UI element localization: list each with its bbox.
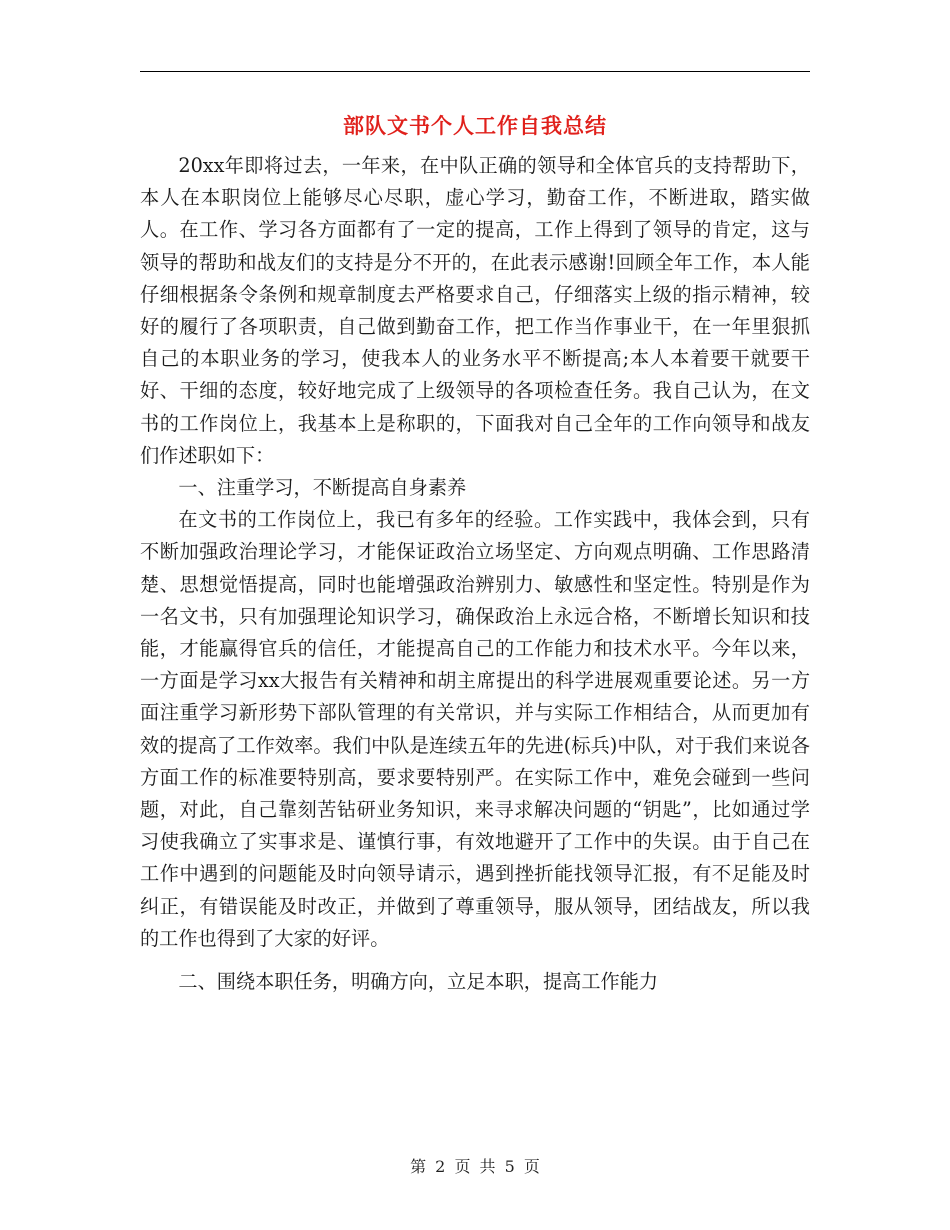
intro-paragraph: 20xx年即将过去，一年来，在中队正确的领导和全体官兵的支持帮助下，本人在本职岗位上能够尽心尽职，虚心学习，勤奋工作，不断进取，踏实做人。在工作、学习各方面都有了一定的提高，工作上得到了领导的肯定，这与领导的帮助和战友们的支持是分不开的，在此表示感谢!回顾全年工作，本人能仔细根据条令条例和规章制度去严格要求自己，仔细落实上级的指示精神，较好的履行了各项职责，自己做到勤奋工作，把工作当作事业干，在一年里狠抓自己的本职业务的学习，使我本人的业务水平不断提高;本人本着要干就要干好、干细的态度，较好地完成了上级领导的各项检查任务。我自己认为，在文书的工作岗位上，我基本上是称职的，下面我对自己全年的工作向领导和战友们作述职如下： [140, 154, 810, 467]
page-number: 第 2 页 共 5 页 [410, 1157, 540, 1176]
section-1-paragraph: 在文书的工作岗位上，我已有多年的经验。工作实践中，我体会到，只有不断加强政治理论学习，才能保证政治立场坚定、方向观点明确、工作思路清楚、思想觉悟提高，同时也能增强政治辨别力、敏感性和坚定性。特别是作为一名文书，只有加强理论知识学习，确保政治上永远合格，不断增长知识和技能，才能赢得官兵的信任，才能提高自己的工作能力和技术水平。今年以来，一方面是学习xx大报告有关精神和胡主席提出的科学进展观重要论述。另一方面注重学习新形势下部队管理的有关常识，并与实际工作相结合，从而更加有效的提高了工作效率。我们中队是连续五年的先进(标兵)中队，对于我们来说各方面工作的标准要特别高，要求要特别严。在实际工作中，难免会碰到一些问题，对此，自己靠刻苦钻研业务知识，来寻求解决问题的“钥匙”，比如通过学习使我确立了实事求是、谨慎行事，有效地避开了工作中的失误。由于自己在工作中遇到的问题能及时向领导请示，遇到挫折能找领导汇报，有不足能及时纠正，有错误能及时改正，并做到了尊重领导，服从领导，团结战友，所以我的工作也得到了大家的好评。 [140, 508, 810, 950]
header-rule [140, 71, 810, 72]
document-body [140, 150, 810, 998]
section-heading-2: 二、围绕本职任务，明确方向，立足本职，提高工作能力 [178, 970, 659, 994]
section-heading-1: 一、注重学习，不断提高自身素养 [178, 476, 467, 500]
document-title: 部队文书个人工作自我总结 [343, 113, 607, 138]
